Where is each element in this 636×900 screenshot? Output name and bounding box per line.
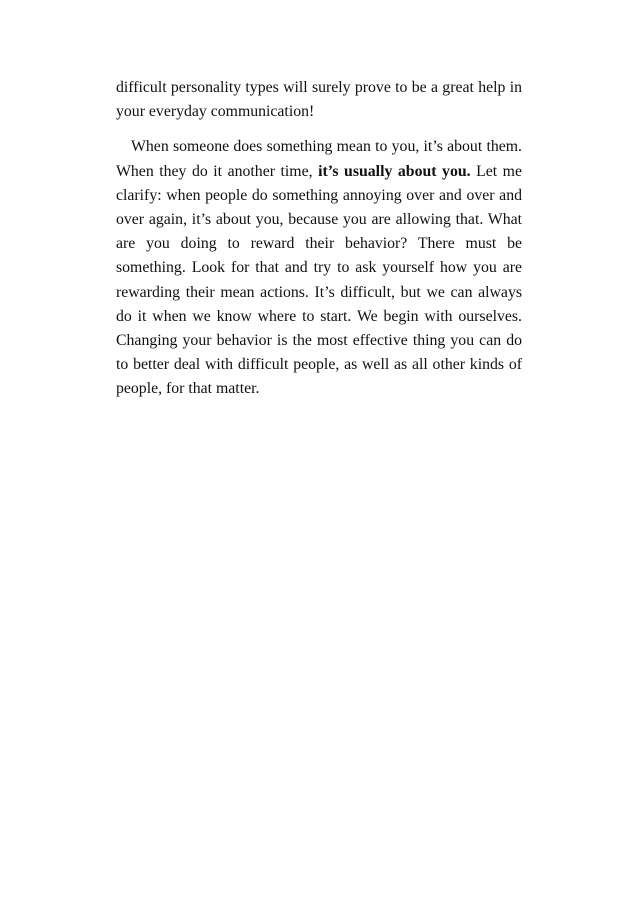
body-text [116, 76, 522, 402]
paragraph-main [116, 135, 522, 401]
paragraph-main-emphasis: it’s usually about you. [318, 162, 471, 180]
paragraph-main-text-start: When someone does something mean to you, it’s about them. When they do it another time, [116, 138, 522, 180]
paragraph-main-text-end: Let me clarify: when people do something annoying over and over and over again, it’s about you, because you are allowing that. What are you doing to reward their behavior? There must be something. Look for that and try to ask yourself how you are rewarding their mean actions. It’s difficult, but we can always do it when we know where to start. We begin with ourselves. Changing your behavior is the most effective thing you can do to better deal with difficult people, as well as all other kinds of people, for that matter. [116, 162, 522, 398]
paragraph-continuation [116, 76, 522, 124]
paragraph-continuation-text: difficult personality types will surely prove to be a great help in your everyday communication! [116, 79, 522, 121]
